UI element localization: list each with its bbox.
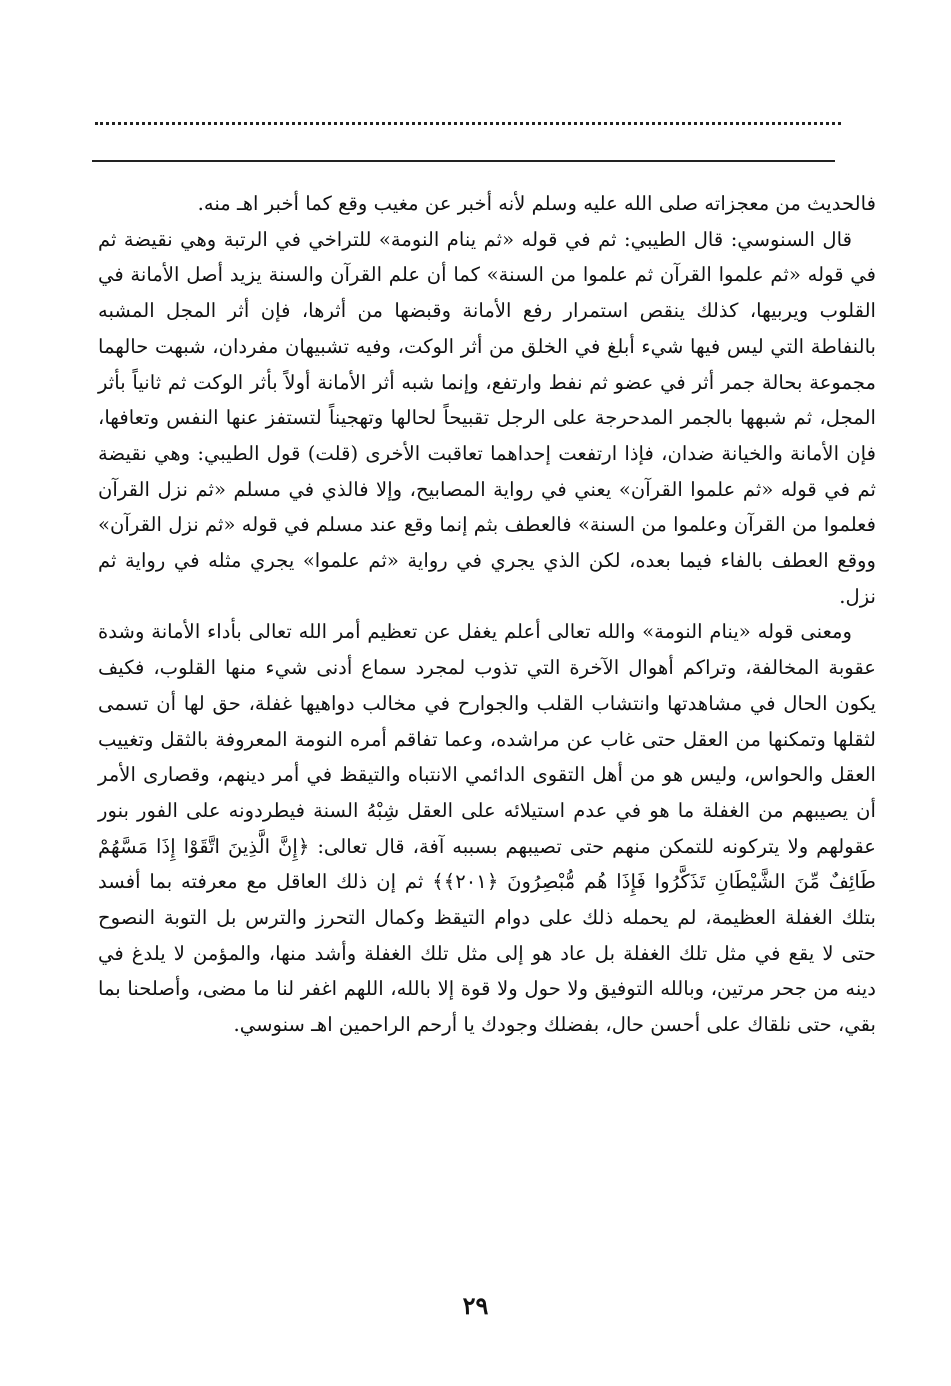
page-number: ٢٩ [462,1291,489,1320]
dotted-separator [95,122,841,125]
paragraph-1: فالحديث من معجزاته صلى الله عليه وسلم لأنه أخبر عن مغيب وقع كما أخبر اهـ منه. [197,192,876,215]
header-rule [92,160,835,162]
paragraph-2: قال السنوسي: قال الطيبي: ثم في قوله «ثم ينام النومة» للتراخي في الرتبة وهي نقيضة ثم في قوله «ثم علموا القرآن ثم علموا من السنة» كما أن علم القرآن والسنة يزيد أصل الأمانة في القلوب ويربيها، كذلك ينقص استمرار رفع الأمانة وقبضها من أثرها، فإن أثر المجل المشبه بالنفاطة التي ليس فيها شيء أبلغ في الخلق من أثر الوكت، وفيه تشبيهان مفردان، شبهت حالهما مجموعة بحالة جمر أثر في عضو ثم نفط وارتفع، وإنما شبه أثر الأمانة أولاً بأثر الوكت ثم ثانياً بأثر المجل، ثم شبهها بالجمر المدحرجة على الرجل تقبيحاً لحالها وتهجيناً لتستفز عنها النفس وتعافها، فإن الأمانة والخيانة ضدان، فإذا ارتفعت إحداهما تعاقبت الأخرى (قلت) قول الطيبي: وهي نقيضة ثم في قوله «ثم علموا القرآن» يعني في رواية المصابيح، وإلا فالذي في مسلم «ثم نزل القرآن فعلموا من القرآن وعلموا من السنة» فالعطف بثم إنما وقع عند مسلم في قوله «ثم نزل القرآن» ووقع العطف بالفاء فيما بعده، لكن الذي يجري في رواية «ثم علموا» يجري مثله في رواية ثم نزل. [98,227,876,608]
body-text [98,186,876,1043]
paragraph-3: ومعنى قوله «ينام النومة» والله تعالى أعلم يغفل عن تعظيم أمر الله تعالى بأداء الأمانة وشدة عقوبة المخالفة، وتراكم أهوال الآخرة التي تذوب لمجرد سماع أدنى شيء منها القلوب، فكيف يكون الحال في مشاهدتها وانتشاب القلب والجوارح في مخالب دواهيها غفلة، حق لها أن تسمى لثقلها وتمكنها من العقل حتى غاب عن مراشده، وعما تفاقم أمره النومة المعروفة بالثقل وتغييب العقل والحواس، وليس هو من أهل التقوى الدائمي الانتباه والتيقظ في أمر دينهم، وقصارى الأمر أن يصيبهم من الغفلة ما هو في عدم استيلائه على العقل شِبْهُ السنة فيطردونه على الفور بنور عقولهم ولا يتركونه للتمكن منهم حتى تصيبهم بسببه آفة، قال تعالى: ﴿إِنَّ الَّذِينَ اتَّقَوْا إِذَا مَسَّهُمْ طَائِفٌ مِّنَ الشَّيْطَانِ تَذَكَّرُوا فَإِذَا هُم مُّبْصِرُونَ ﴿٢٠١﴾﴾ ثم إن ذلك العاقل مع معرفته بما أفسد بتلك الغفلة العظيمة، لم يحمله ذلك على دوام التيقظ وكمال التحرز والترس بل التوبة النصوح حتى لا يقع في مثل تلك الغفلة بل عاد هو إلى مثل تلك الغفلة وأشد منها، والمؤمن لا يلدغ في دينه من جحر مرتين، وبالله التوفيق ولا حول ولا قوة إلا بالله، اللهم اغفر لنا ما مضى، وأصلحنا بما بقي، حتى نلقاك على أحسن حال، بفضلك وجودك يا أرحم الراحمين اهـ سنوسي. [98,620,876,1037]
